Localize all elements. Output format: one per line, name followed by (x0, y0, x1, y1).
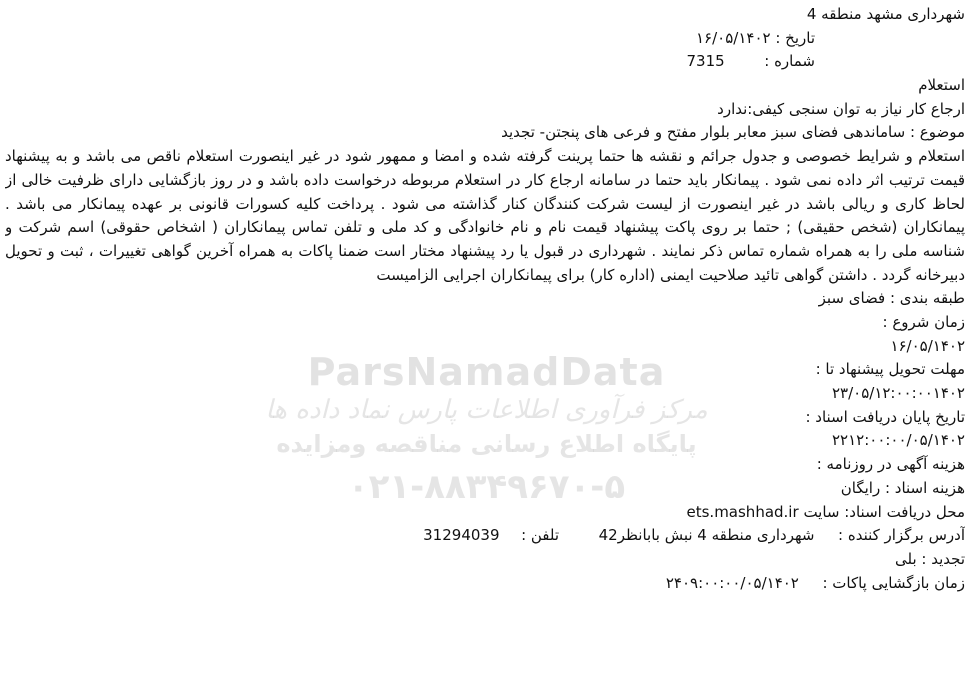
start-time-label: زمان شروع : (882, 313, 965, 332)
document-number-label: شماره : (764, 52, 815, 71)
document-place-label: محل دریافت اسناد: سایت (803, 502, 965, 521)
watermark-line-2: پایگاه اطلاع رسانی مناقصه ومزایده (276, 430, 697, 458)
tender-subject: موضوع : ساماندهی فضای سبز معابر بلوار مفتح و فرعی های پنجتن- تجدید (501, 123, 965, 142)
document-heading: استعلام (918, 76, 965, 95)
deadline-value: ۲۳/۰۵/۱۲:۰۰:۰۰۱۴۰۲ (831, 384, 965, 403)
watermark-phone: ۰۲۱-۸۸۳۴۹۶۷۰-۵ (347, 467, 626, 507)
opening-value: ۲۴۰۹:۰۰:۰۰/۰۵/۱۴۰۲ (665, 573, 799, 592)
document-number (5, 50, 965, 74)
organization-name: شهرداری مشهد منطقه 4 (806, 5, 965, 23)
phone-label: تلفن : (521, 526, 560, 545)
doc-end-label: تاریخ پایان دریافت اسناد : (805, 407, 965, 426)
document-cost: هزینه اسناد : رایگان (840, 478, 965, 497)
renewal: تجدید : بلی (894, 549, 965, 568)
address-label: آدرس برگزار کننده : (838, 526, 965, 545)
work-referral: ارجاع کار نیاز به توان سنجی کیفی:ندارد (717, 99, 965, 118)
opening-time (5, 572, 965, 596)
start-time-value: ۱۶/۰۵/۱۴۰۲ (890, 336, 965, 355)
doc-end-value: ۲۲۱۲:۰۰:۰۰/۰۵/۱۴۰۲ (831, 431, 965, 450)
opening-label: زمان بازگشایی پاکات : (822, 573, 965, 592)
newspaper-ad-cost: هزینه آگهی در روزنامه : (816, 455, 965, 474)
watermark-brand: ParsNamadData (307, 350, 666, 394)
organizer-address (5, 524, 965, 548)
watermark-line-1: مرکز فرآوری اطلاعات پارس نماد داده ها (265, 395, 708, 425)
category: طبقه بندی : فضای سبز (818, 289, 965, 308)
phone-value: 31294039 (423, 526, 500, 545)
document-number-value: 7315 (686, 52, 725, 71)
deadline-label: مهلت تحویل پیشنهاد تا : (815, 360, 965, 379)
tender-conditions: استعلام و شرایط خصوصی و جدول جرائم و نقشه ها حتما پرینت گرفته شده و امضا و ممهور شود در غیر اینصورت استعلام ناقص می باشد و به پیشنهاد قیمت ترتیب اثر داده نمی شود . پیمانکار باید حتما در سامانه ارجاع کار در استعلام مربوطه درخواست داده باشد و در روز بازگشایی دارای ظرفیت خالی از لحاظ کاری و ریالی باشد در غیر اینصورت از لیست شرکت کنندگان کنار گذاشته می شود . پرداخت کلیه کسورات قانونی بر عهده پیمانکار می باشد . پیمانکاران (شخص حقیقی) ; حتما بر روی پاکت پیشنهاد قیمت نام و نام خانوادگی و کد ملی و تلفن تماس پیمانکاران ( اشخاص حقوقی) اسم شرکت و شناسه ملی را به همراه شماره تماس ذکر نمایند . شهرداری در قبول یا رد پیشنهاد مختار است ضمنا پاکات به همراه آخرین گواهی تغییرات ، ثبت و تحویل دبیرخانه گردد . داشتن گواهی تائید صلاحیت ایمنی (اداره کار) برای پیمانکاران اجرایی الزامیست (5, 147, 965, 284)
document-date: تاریخ : ۱۶/۰۵/۱۴۰۲ (696, 28, 815, 47)
address-value: شهرداری منطقه 4 نبش بابانظر42 (598, 526, 815, 545)
document-place-site: ets.mashhad.ir (686, 502, 799, 521)
document-place (5, 501, 965, 525)
tender-document (5, 3, 965, 595)
